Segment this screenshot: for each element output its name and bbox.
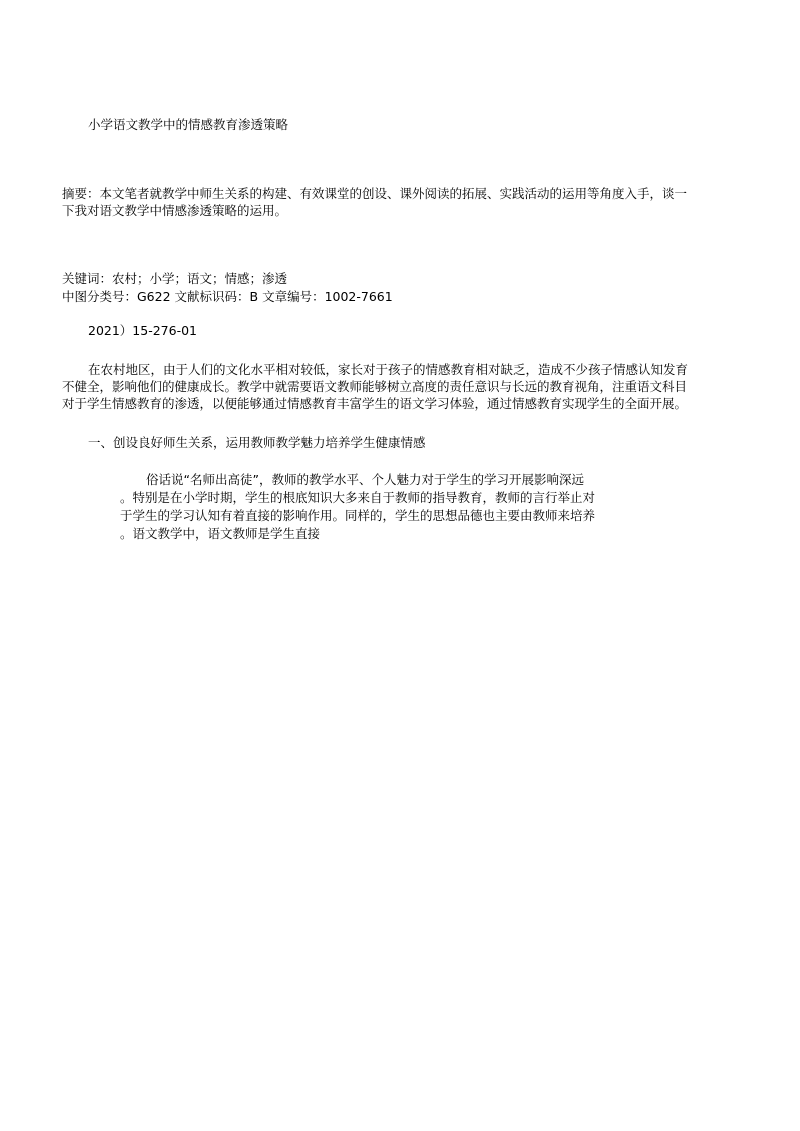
section-line-2: 。特别是在小学时期，学生的根底知识大多来自于教师的指导教育，教师的言行举止对 — [120, 490, 596, 505]
abstract-line-1: 摘要：本文笔者就教学中师生关系的构建、有效课堂的创设、课外阅读的拓展、实践活动的运用等角度入手，谈一 — [62, 186, 688, 201]
intro-line-3: 对于学生情感教育的渗透，以便能够通过情感教育丰富学生的语文学习体验，通过情感教育实现学生的全面开展。 — [62, 396, 688, 411]
keywords: 关键词：农村；小学；语文；情感；渗透 — [62, 271, 288, 286]
section-line-1: 俗话说“名师出高徒”，教师的教学水平、个人魅力对于学生的学习开展影响深远 — [146, 472, 584, 487]
section-line-4: 。语文教学中，语文教师是学生直接 — [120, 526, 321, 541]
abstract-line-2: 下我对语文教学中情感渗透策略的运用。 — [62, 203, 288, 218]
issue-number: 2021）15-276-01 — [88, 323, 198, 338]
intro-line-1: 在农村地区，由于人们的文化水平相对较低，家长对于孩子的情感教育相对缺乏，造成不少孩子情感认知发育 — [88, 362, 689, 377]
section-line-3: 于学生的学习认知有着直接的影响作用。同样的，学生的思想品德也主要由教师来培养 — [120, 508, 596, 523]
classification-line: 中图分类号：G622 文献标识码：B 文章编号：1002-7661 — [62, 289, 393, 304]
intro-line-2: 不健全，影响他们的健康成长。教学中就需要语文教师能够树立高度的责任意识与长远的教育视角，注重语文科目 — [62, 379, 688, 394]
section-heading: 一、创设良好师生关系，运用教师教学魅力培养学生健康情感 — [88, 435, 426, 450]
article-title: 小学语文教学中的情感教育渗透策略 — [88, 117, 289, 132]
